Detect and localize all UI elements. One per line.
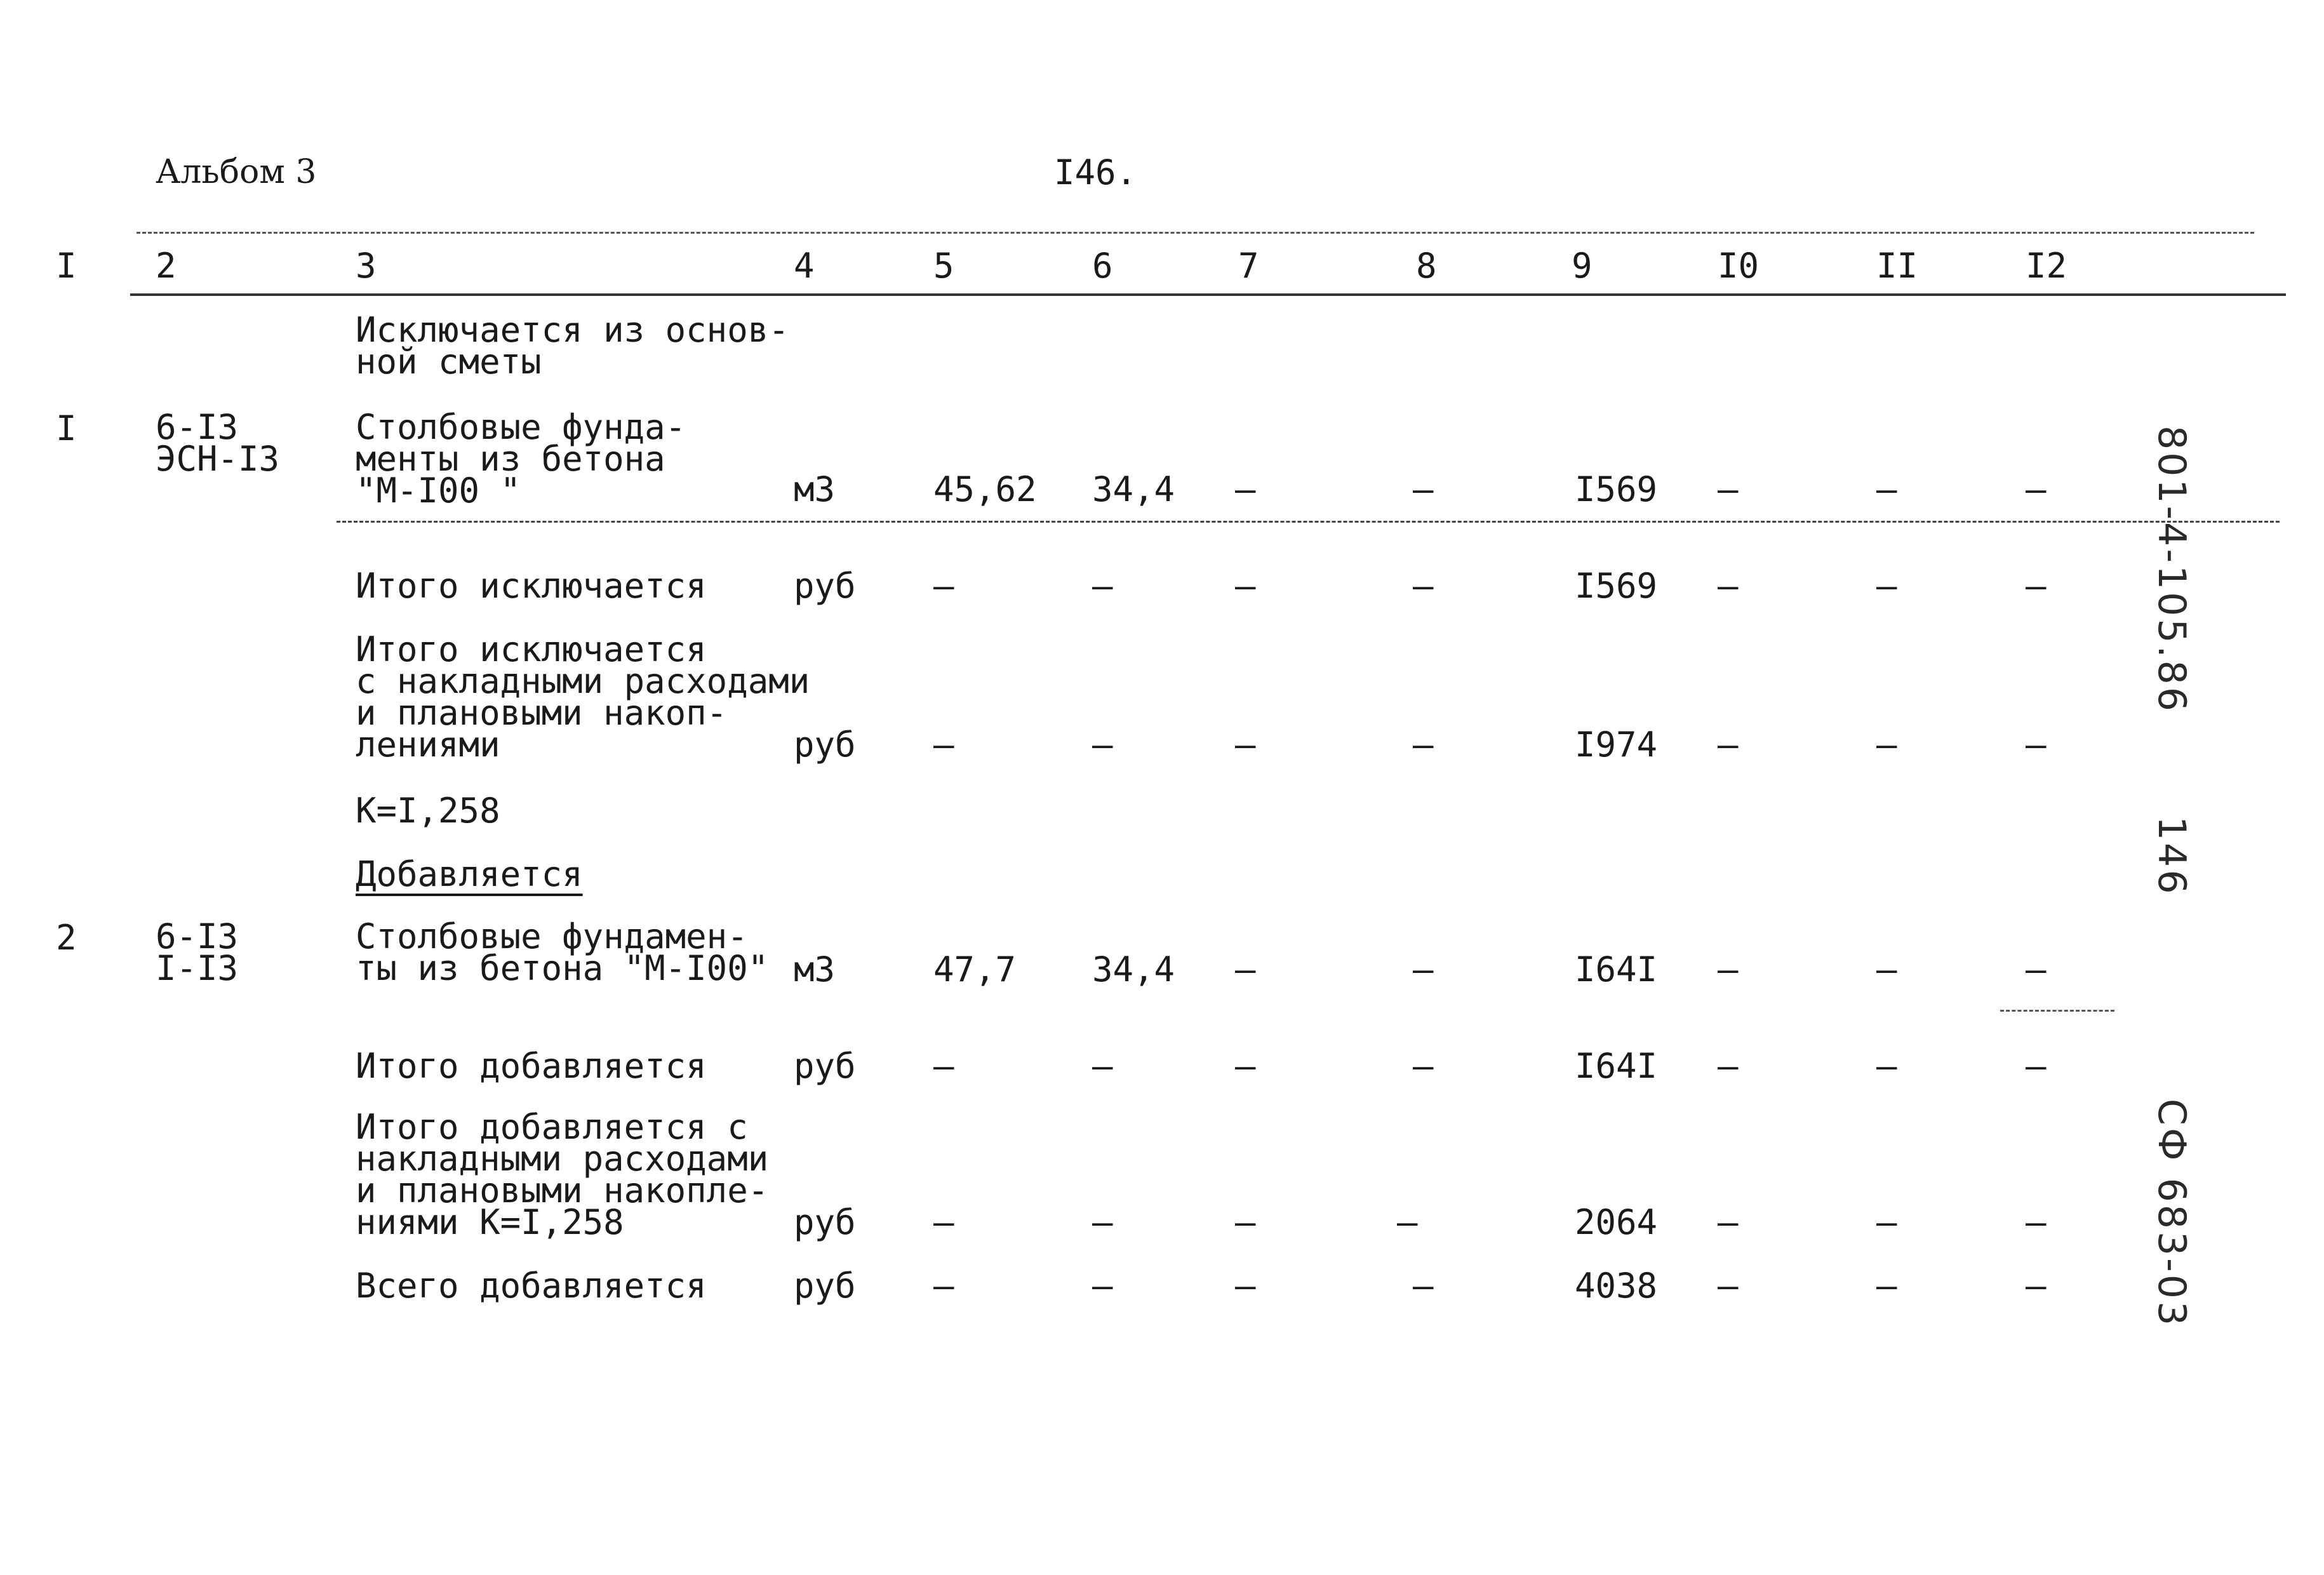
row-unit: м3 xyxy=(794,949,836,989)
cell-col9: I569 xyxy=(1575,566,1658,606)
row-unit: руб xyxy=(794,1046,856,1086)
row-unit: м3 xyxy=(794,469,836,509)
col-header-8: 8 xyxy=(1416,246,1437,286)
cell-col8: – xyxy=(1397,1202,1418,1242)
cell-col11: – xyxy=(1876,469,1897,509)
cell-col10: – xyxy=(1718,469,1739,509)
col-header-2: 2 xyxy=(156,246,177,286)
col-header-5: 5 xyxy=(933,246,954,286)
cell-col8: – xyxy=(1413,949,1434,989)
cell-col9: I64I xyxy=(1575,949,1658,989)
row-separator xyxy=(337,521,2280,523)
cell-col5: 45,62 xyxy=(933,469,1037,509)
cell-col6: – xyxy=(1092,1266,1113,1306)
row-description: Всего добавляется xyxy=(356,1266,707,1306)
cell-col7: – xyxy=(1235,1202,1256,1242)
cell-col6: – xyxy=(1092,725,1113,765)
row-unit: руб xyxy=(794,1266,856,1306)
col-header-4: 4 xyxy=(794,246,815,286)
row-number: I xyxy=(56,408,77,448)
cell-col5: – xyxy=(933,1202,954,1242)
row-unit: руб xyxy=(794,566,856,606)
header-bottom-rule xyxy=(130,293,2286,296)
margin-page-number: 146 xyxy=(2149,816,2194,897)
cell-col11: – xyxy=(1876,1046,1897,1086)
row-description: Итого добавляется xyxy=(356,1046,707,1086)
row-separator xyxy=(2000,1010,2114,1012)
row-unit: руб xyxy=(794,1202,856,1242)
page-number: I46. xyxy=(1054,152,1137,192)
row-number: 2 xyxy=(56,918,77,958)
cell-col7: – xyxy=(1235,566,1256,606)
cell-col12: – xyxy=(2026,1202,2047,1242)
cell-col12: – xyxy=(2026,566,2047,606)
cell-col8: – xyxy=(1413,1266,1434,1306)
cell-col6: 34,4 xyxy=(1092,949,1175,989)
album-label: Альбом 3 xyxy=(156,153,317,191)
col-header-6: 6 xyxy=(1092,246,1113,286)
section-added-heading: Добавляется xyxy=(356,854,583,894)
cell-col9: 4038 xyxy=(1575,1266,1658,1306)
cell-col7: – xyxy=(1235,469,1256,509)
row-code: 6-I3 ЭСН-I3 xyxy=(156,407,280,479)
cell-col12: – xyxy=(2026,1046,2047,1086)
cell-col6: 34,4 xyxy=(1092,469,1175,509)
cell-col9: I569 xyxy=(1575,469,1658,509)
cell-col12: – xyxy=(2026,725,2047,765)
cell-col10: – xyxy=(1718,566,1739,606)
cell-col10: – xyxy=(1718,1202,1739,1242)
coefficient-note: К=I,258 xyxy=(356,791,500,831)
cell-col10: – xyxy=(1718,1046,1739,1086)
col-header-1: I xyxy=(56,246,77,286)
cell-col8: – xyxy=(1413,469,1434,509)
cell-col9: I64I xyxy=(1575,1046,1658,1086)
col-header-12: I2 xyxy=(2026,246,2067,286)
section-excluded-heading: Исключается из основ- ной сметы xyxy=(356,310,789,382)
cell-col10: – xyxy=(1718,1266,1739,1306)
row-description: Итого исключается xyxy=(356,566,707,606)
cell-col11: – xyxy=(1876,1202,1897,1242)
cell-col7: – xyxy=(1235,1266,1256,1306)
cell-col5: – xyxy=(933,725,954,765)
col-header-10: I0 xyxy=(1718,246,1760,286)
row-unit: руб xyxy=(794,725,856,765)
cell-col5: 47,7 xyxy=(933,949,1017,989)
cell-col8: – xyxy=(1413,1046,1434,1086)
cell-col7: – xyxy=(1235,949,1256,989)
cell-col8: – xyxy=(1413,566,1434,606)
cell-col5: – xyxy=(933,566,954,606)
cell-col6: – xyxy=(1092,1202,1113,1242)
cell-col6: – xyxy=(1092,566,1113,606)
cell-col11: – xyxy=(1876,725,1897,765)
cell-col11: – xyxy=(1876,566,1897,606)
cell-col10: – xyxy=(1718,725,1739,765)
cell-col12: – xyxy=(2026,469,2047,509)
cell-col11: – xyxy=(1876,949,1897,989)
cell-col11: – xyxy=(1876,1266,1897,1306)
cell-col12: – xyxy=(2026,1266,2047,1306)
row-description: Итого добавляется с накладными расходами и плановыми накопле- ниями К=I,258 xyxy=(356,1107,769,1242)
row-description: Столбовые фундамен- ты из бетона "М-I00" xyxy=(356,916,769,988)
col-header-7: 7 xyxy=(1238,246,1259,286)
row-description: Столбовые фунда- менты из бетона "М-I00 " xyxy=(356,407,686,511)
cell-col7: – xyxy=(1235,1046,1256,1086)
col-header-9: 9 xyxy=(1572,246,1593,286)
header-top-rule xyxy=(137,232,2254,234)
cell-col9: 2064 xyxy=(1575,1202,1658,1242)
col-header-11: II xyxy=(1876,246,1918,286)
margin-reference: СФ 683-03 xyxy=(2149,1099,2194,1329)
col-header-3: 3 xyxy=(356,246,377,286)
cell-col5: – xyxy=(933,1046,954,1086)
row-description: Итого исключается с накладными расходами и плановыми накоп- лениями xyxy=(356,629,810,765)
cell-col8: – xyxy=(1413,725,1434,765)
margin-doc-code: 801-4-105.86 xyxy=(2149,426,2194,714)
cell-col7: – xyxy=(1235,725,1256,765)
row-code: 6-I3 I-I3 xyxy=(156,916,239,988)
cell-col6: – xyxy=(1092,1046,1113,1086)
cell-col12: – xyxy=(2026,949,2047,989)
cell-col10: – xyxy=(1718,949,1739,989)
cell-col9: I974 xyxy=(1575,725,1658,765)
cell-col5: – xyxy=(933,1266,954,1306)
